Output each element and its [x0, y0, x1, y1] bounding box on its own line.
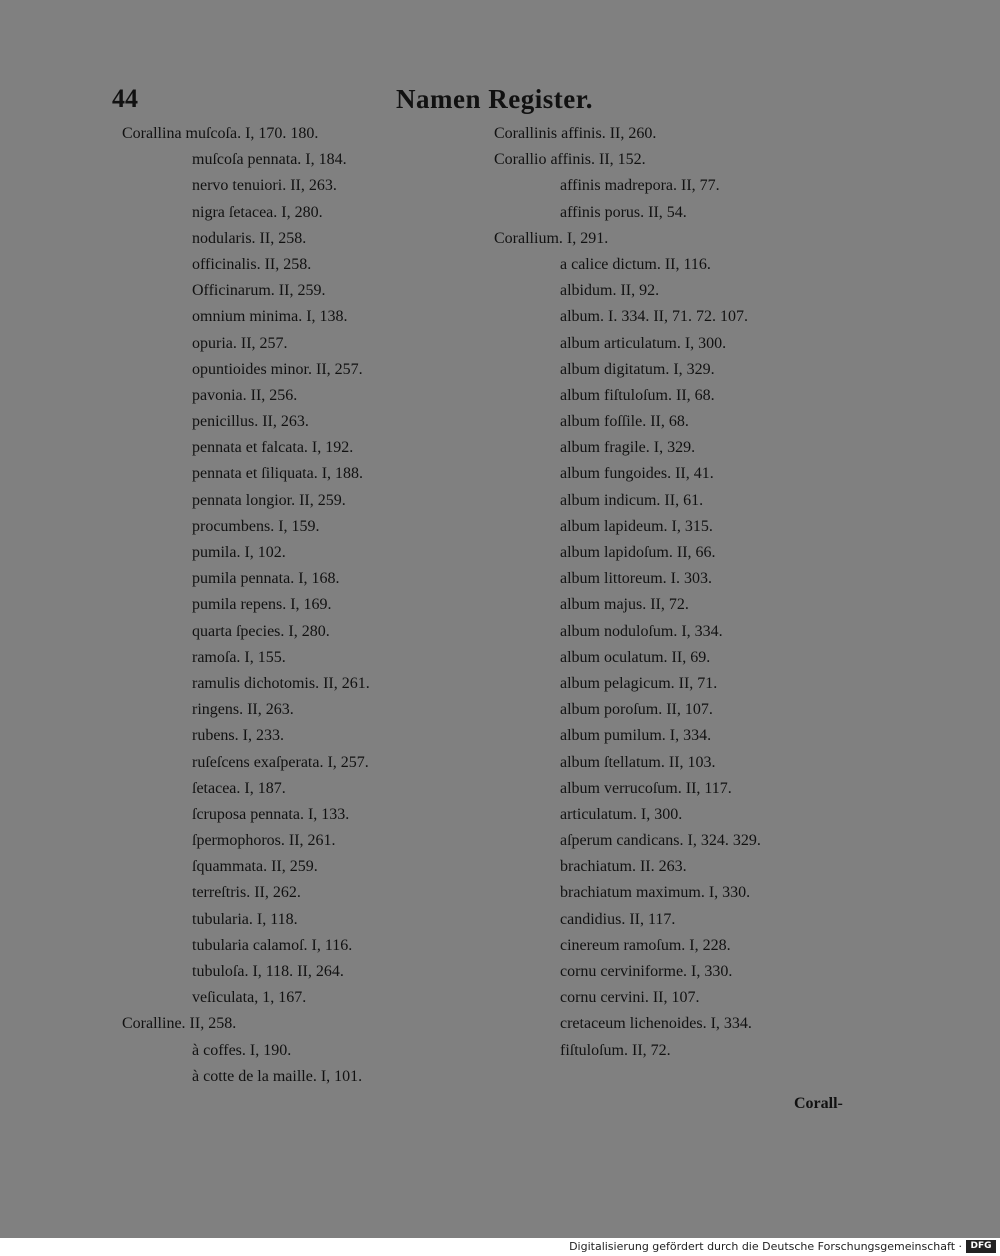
index-entry: tubularia. I, 118. [192, 910, 298, 928]
index-entry: opuria. II, 257. [192, 334, 288, 352]
index-entry: procumbens. I, 159. [192, 517, 320, 535]
index-entry: Corallina muſcoſa. I, 170. 180. [122, 125, 319, 142]
index-entry: affinis madrepora. II, 77. [560, 177, 720, 195]
index-entry: cinereum ramoſum. I, 228. [560, 936, 731, 954]
index-entry: ſcruposa pennata. I, 133. [192, 805, 350, 823]
catchword: Corall- [794, 1095, 843, 1112]
index-entry: album lapideum. I, 315. [560, 517, 713, 535]
index-entry: terreſtris. II, 262. [192, 884, 301, 902]
index-entry: album ſtellatum. II, 103. [560, 753, 716, 771]
index-entry: cretaceum lichenoides. I, 334. [560, 1015, 752, 1033]
index-entry: album majus. II, 72. [560, 596, 689, 614]
index-entry: ramulis dichotomis. II, 261. [192, 674, 370, 692]
index-entry: ſpermophoros. II, 261. [192, 832, 336, 850]
footer-credit: Digitalisierung gefördert durch die Deutsche Forschungsgemeinschaft · [569, 1240, 962, 1253]
index-entry: album pumilum. I, 334. [560, 727, 712, 745]
index-entry: veſiculata, 1, 167. [192, 989, 307, 1007]
index-entry: pumila pennata. I, 168. [192, 570, 340, 588]
index-column-left [122, 121, 462, 1090]
index-entry: tubuloſa. I, 118. II, 264. [192, 963, 344, 980]
index-entry: album oculatum. II, 69. [560, 648, 711, 666]
index-entry: ſquammata. II, 259. [192, 858, 318, 876]
index-entry: candidius. II, 117. [560, 910, 676, 928]
page-number: 44 [112, 84, 138, 113]
index-entry: Officinarum. II, 259. [192, 282, 326, 300]
index-entry: album littoreum. I. 303. [560, 570, 712, 588]
index-entry: Coralline. II, 258. [122, 1015, 237, 1033]
index-entry: opuntioides minor. II, 257. [192, 360, 363, 378]
index-entry: Corallio affinis. II, 152. [494, 151, 646, 169]
index-entry: album verrucoſum. II, 117. [560, 779, 732, 797]
index-entry: album foſſile. II, 68. [560, 413, 689, 431]
index-entry: album pelagicum. II, 71. [560, 674, 718, 692]
index-entry: Corallinis affinis. II, 260. [494, 125, 657, 142]
index-entry: brachiatum. II. 263. [560, 858, 687, 876]
index-entry: ringens. II, 263. [192, 701, 294, 719]
index-entry: nervo tenuiori. II, 263. [192, 177, 337, 195]
index-entry: album fragile. I, 329. [560, 439, 696, 457]
index-entry: brachiatum maximum. I, 330. [560, 884, 751, 902]
index-entry: ruſeſcens exaſperata. I, 257. [192, 753, 369, 771]
index-entry: album fungoides. II, 41. [560, 465, 714, 483]
index-entry: omnium minima. I, 138. [192, 308, 348, 326]
index-entry: cornu cerviniforme. I, 330. [560, 963, 733, 980]
page-header [0, 84, 1000, 120]
index-entry: album. I. 334. II, 71. 72. 107. [560, 308, 748, 326]
index-entry: album fiſtuloſum. II, 68. [560, 386, 715, 404]
index-entry: nodularis. II, 258. [192, 229, 307, 247]
index-column-right [494, 121, 854, 1064]
index-entry: Corallium. I, 291. [494, 229, 609, 247]
index-entry: fiſtuloſum. II, 72. [560, 1041, 671, 1059]
index-entry: affinis porus. II, 54. [560, 203, 687, 221]
index-entry: album articulatum. I, 300. [560, 334, 727, 352]
index-entry: rubens. I, 233. [192, 727, 284, 745]
index-entry: album digitatum. I, 329. [560, 360, 715, 378]
index-entry: pumila. I, 102. [192, 544, 286, 561]
index-entry: ramoſa. I, 155. [192, 648, 286, 666]
index-entry: à coffes. I, 190. [192, 1041, 292, 1059]
index-entry: album noduloſum. I, 334. [560, 622, 723, 640]
index-entry: officinalis. II, 258. [192, 255, 312, 273]
index-entry: nigra ſetacea. I, 280. [192, 203, 323, 221]
index-entry: pennata et falcata. I, 192. [192, 439, 354, 457]
index-entry: articulatum. I, 300. [560, 805, 683, 823]
index-entry: albidum. II, 92. [560, 282, 660, 300]
index-entry: tubularia calamoſ. I, 116. [192, 936, 353, 954]
index-entry: pennata et ſiliquata. I, 188. [192, 465, 364, 483]
index-entry: quarta ſpecies. I, 280. [192, 622, 330, 640]
page-title: Namen Register. [396, 84, 593, 114]
index-entry: penicillus. II, 263. [192, 413, 309, 431]
index-entry: album lapidoſum. II, 66. [560, 544, 716, 561]
index-entry: album indicum. II, 61. [560, 491, 704, 509]
index-entry: pennata longior. II, 259. [192, 491, 346, 509]
index-entry: album poroſum. II, 107. [560, 701, 713, 719]
index-entry: ſetacea. I, 187. [192, 779, 286, 797]
digitization-footer [0, 1238, 1000, 1256]
index-entry: à cotte de la maille. I, 101. [192, 1067, 363, 1085]
dfg-logo: DFG [966, 1240, 996, 1253]
index-entry: pavonia. II, 256. [192, 386, 298, 404]
index-entry: aſperum candicans. I, 324. 329. [560, 832, 761, 850]
index-entry: a calice dictum. II, 116. [560, 255, 711, 273]
index-entry: muſcoſa pennata. I, 184. [192, 151, 347, 169]
index-entry: pumila repens. I, 169. [192, 596, 332, 614]
index-entry: cornu cervini. II, 107. [560, 989, 700, 1007]
